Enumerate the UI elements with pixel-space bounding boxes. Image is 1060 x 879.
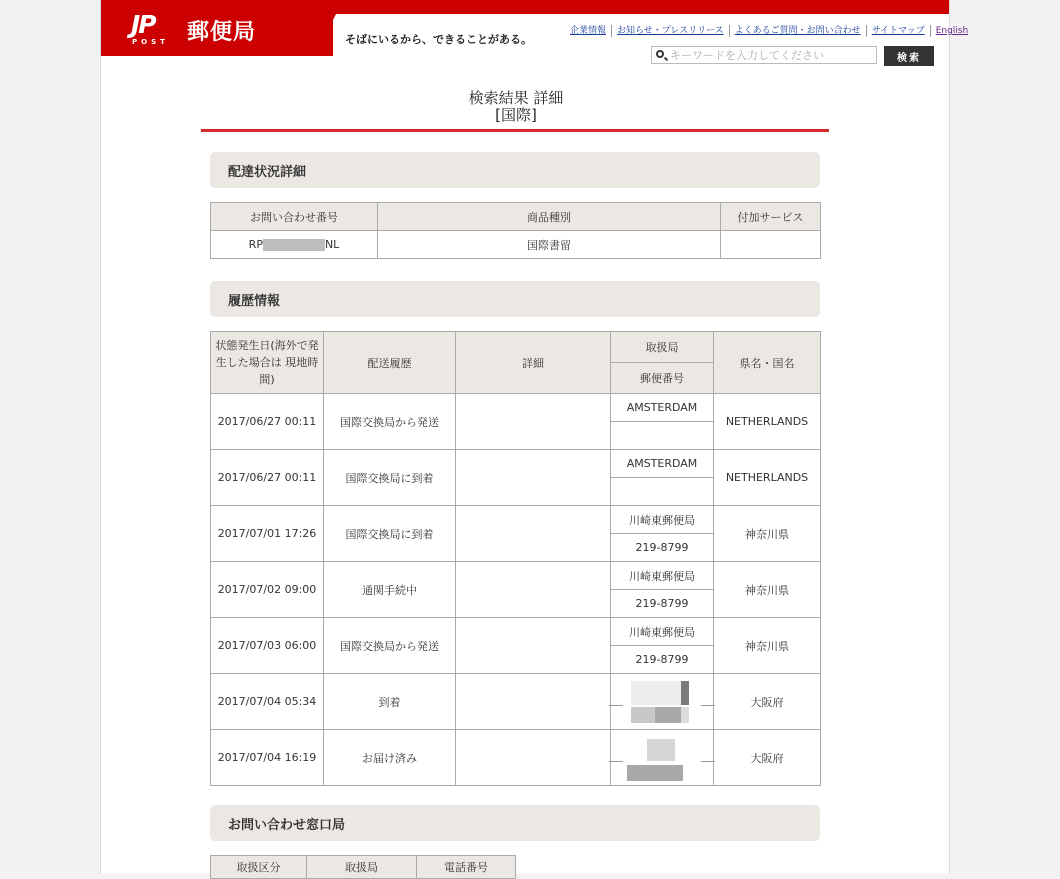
row-detail	[456, 674, 611, 730]
col-header-detail: 詳細	[456, 332, 611, 394]
row-region: 大阪府	[714, 730, 821, 786]
table-row	[211, 231, 821, 259]
row-office-redacted	[611, 730, 714, 786]
row-postcode: 219-8799	[611, 534, 714, 562]
col-header-postcode: 郵便番号	[611, 363, 714, 394]
search-box	[651, 46, 877, 64]
col-header-event: 配送履歴	[324, 332, 456, 394]
row-detail	[456, 618, 611, 674]
jp-post-logo-icon: JP	[131, 10, 155, 39]
row-event: 到着	[324, 674, 456, 730]
row-detail	[456, 730, 611, 786]
row-postcode	[611, 478, 714, 506]
col-header-date: 状態発生日(海外で発生した場合は 現地時間)	[211, 332, 324, 394]
logo-banner[interactable]	[101, 0, 333, 56]
row-date: 2017/06/27 00:11	[211, 394, 324, 450]
row-postcode: 219-8799	[611, 590, 714, 618]
row-region: NETHERLANDS	[714, 450, 821, 506]
row-region: 神奈川県	[714, 506, 821, 562]
row-office: 川崎東郵便局	[611, 618, 714, 646]
page-container	[100, 0, 969, 874]
link-english[interactable]: English	[935, 26, 969, 36]
row-date: 2017/07/02 09:00	[211, 562, 324, 618]
link-sitemap[interactable]: サイトマップ	[867, 25, 931, 37]
logo-slant-decoration	[315, 0, 343, 56]
col-header-phone: 電話番号	[417, 856, 516, 879]
title-divider	[201, 129, 829, 132]
col-header-office: 取扱局	[611, 332, 714, 363]
row-event: 国際交換局に到着	[324, 506, 456, 562]
row-detail	[456, 450, 611, 506]
search-icon	[656, 50, 664, 58]
row-date: 2017/07/03 06:00	[211, 618, 324, 674]
tracking-suffix: NL	[324, 238, 340, 251]
col-header-extra-service: 付加サービス	[721, 203, 821, 231]
col-header-region: 県名・国名	[714, 332, 821, 394]
section-heading-contact: お問い合わせ窓口局	[210, 805, 820, 841]
header-links	[565, 24, 968, 38]
link-news-press[interactable]: お知らせ・プレスリリース	[612, 25, 730, 37]
row-office: 川崎東郵便局	[611, 506, 714, 534]
row-detail	[456, 394, 611, 450]
section-heading-history: 履歴情報	[210, 281, 820, 317]
row-office: AMSTERDAM	[611, 394, 714, 422]
row-event: 通関手続中	[324, 562, 456, 618]
col-header-tracking-number: お問い合わせ番号	[211, 203, 378, 231]
history-table	[210, 331, 821, 786]
tracking-number	[211, 231, 378, 259]
row-postcode	[611, 422, 714, 450]
redacted-office-image	[627, 679, 697, 725]
page-title	[101, 90, 931, 124]
row-region: 神奈川県	[714, 562, 821, 618]
row-detail	[456, 506, 611, 562]
row-region: 大阪府	[714, 674, 821, 730]
table-row	[211, 506, 821, 534]
table-row	[211, 450, 821, 478]
row-office: AMSTERDAM	[611, 450, 714, 478]
row-region: 神奈川県	[714, 618, 821, 674]
row-date: 2017/06/27 00:11	[211, 450, 324, 506]
row-event: 国際交換局から発送	[324, 618, 456, 674]
table-row	[211, 618, 821, 646]
tagline: そばにいるから、できることがある。	[345, 33, 532, 46]
row-office-redacted	[611, 674, 714, 730]
page-title-line2: [国際]	[495, 106, 537, 124]
redacted-block	[263, 239, 325, 251]
link-faq-contact[interactable]: よくあるご質問・お問い合わせ	[730, 25, 867, 37]
table-row	[211, 394, 821, 422]
row-event: お届け済み	[324, 730, 456, 786]
row-date: 2017/07/04 05:34	[211, 674, 324, 730]
delivery-status-table	[210, 202, 821, 259]
search-input[interactable]	[670, 47, 874, 63]
product-type: 国際書留	[378, 231, 721, 259]
row-event: 国際交換局に到着	[324, 450, 456, 506]
row-office: 川崎東郵便局	[611, 562, 714, 590]
table-row	[211, 562, 821, 590]
jp-post-logo-sub: POST	[132, 38, 169, 46]
row-region: NETHERLANDS	[714, 394, 821, 450]
row-date: 2017/07/04 16:19	[211, 730, 324, 786]
row-postcode: 219-8799	[611, 646, 714, 674]
search-button[interactable]: 検索	[884, 46, 934, 66]
row-event: 国際交換局から発送	[324, 394, 456, 450]
redacted-office-image	[627, 735, 697, 781]
table-row	[211, 730, 821, 786]
col-header-product-type: 商品種別	[378, 203, 721, 231]
col-header-contact-office: 取扱局	[307, 856, 417, 879]
section-heading-delivery-status: 配達状況詳細	[210, 152, 820, 188]
brand-name: 郵便局	[187, 20, 257, 45]
table-row	[211, 674, 821, 730]
contact-table	[210, 855, 516, 879]
link-corporate-info[interactable]: 企業情報	[565, 25, 612, 37]
page-title-line1: 検索結果 詳細	[468, 89, 564, 107]
col-header-category: 取扱区分	[211, 856, 307, 879]
row-detail	[456, 562, 611, 618]
extra-service	[721, 231, 821, 259]
tracking-prefix: RP	[248, 238, 263, 251]
row-date: 2017/07/01 17:26	[211, 506, 324, 562]
